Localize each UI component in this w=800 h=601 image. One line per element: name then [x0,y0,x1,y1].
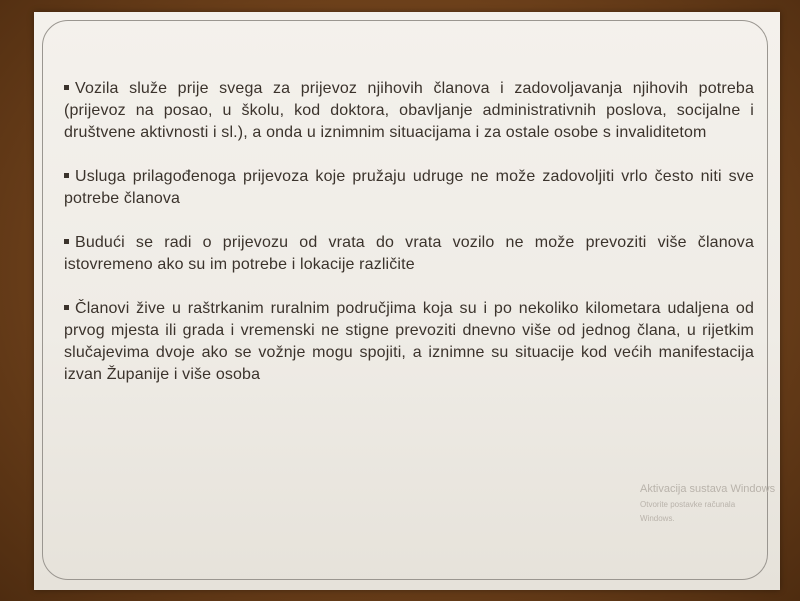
bullet-item-1 [64,78,754,144]
watermark-line-2: Windows. [640,514,675,523]
bullet-item-3 [64,232,754,276]
watermark-line-1: Otvorite postavke računala [640,500,736,509]
projection-screen [34,12,780,590]
bullet-marker-icon [64,305,69,310]
bullet-text: Budući se radi o prijevozu od vrata do vrata vozilo ne može prevoziti više članova istovremeno ako su im potrebe i lokacije različite [64,234,754,273]
bullet-list [64,78,754,408]
bullet-marker-icon [64,173,69,178]
bullet-item-4 [64,298,754,386]
windows-activation-watermark [640,482,780,524]
bullet-text: Članovi žive u raštrkanim ruralnim područjima koja su i po nekoliko kilometara udaljena od prvog mjesta ili grada i vremenski ne stigne prevoziti dnevno više od jednog člana, u rijetkim slučajevima dvoje ako se vožnje mogu spojiti, a iznimne su situacije kod većih manifestacija izvan Županije i više osoba [64,300,754,383]
watermark-title: Aktivacija sustava Windows [640,483,776,495]
bullet-marker-icon [64,239,69,244]
bullet-marker-icon [64,85,69,90]
bullet-text: Vozila služe prije svega za prijevoz njihovih članova i zadovoljavanja njihovih potreba (prijevoz na posao, u školu, kod doktora, obavljanje administrativnih poslova, socijalne i društvene aktivnosti i sl.), a onda u iznimnim situacijama i za ostale osobe s invaliditetom [64,80,754,141]
bullet-item-2 [64,166,754,210]
bullet-text: Usluga prilagođenoga prijevoza koje pružaju udruge ne može zadovoljiti vrlo često niti sve potrebe članova [64,168,754,207]
